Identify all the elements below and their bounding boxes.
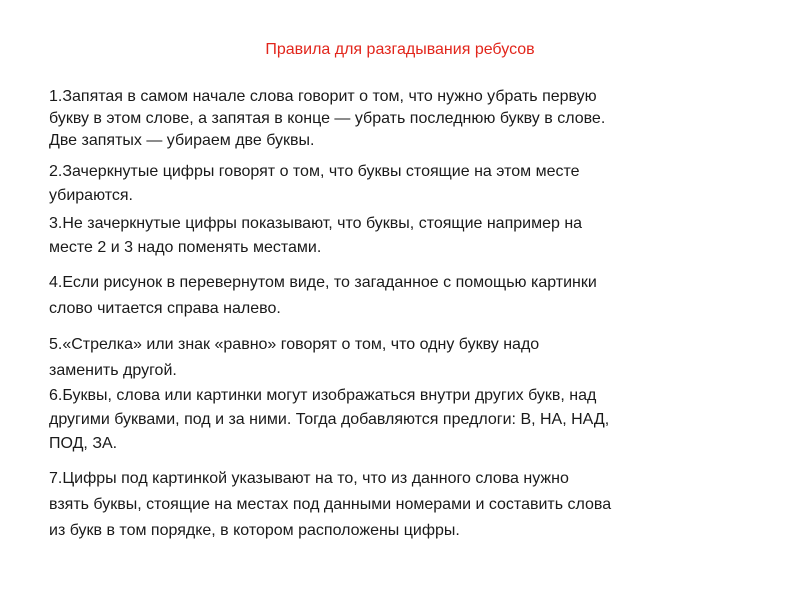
rule-7: 7.Цифры под картинкой указывают на то, что из данного слова нужно взять буквы, стоящие на местах под данными номерами и составить слова из букв в том порядке, в котором расположены цифры.: [49, 470, 612, 539]
rule-4: 4.Если рисунок в перевернутом виде, то загаданное с помощью картинки слово читается справа налево.: [49, 274, 597, 317]
rule-1: 1.Запятая в самом начале слова говорит о том, что нужно убрать первую букву в этом слове, а запятая в конце — убрать последнюю букву в слове. Две запятых — убираем две буквы.: [49, 88, 606, 149]
rule-6: 6.Буквы, слова или картинки могут изображаться внутри других букв, над другими буквами, под и за ними. Тогда добавляются предлоги: В, НА, НАД, ПОД, ЗА.: [49, 387, 610, 452]
page-title: Правила для разгадывания ребусов: [265, 41, 535, 58]
rule-2: 2.Зачеркнутые цифры говорят о том, что буквы стоящие на этом месте убираются.: [49, 163, 580, 204]
rule-3: 3.Не зачеркнутые цифры показывают, что буквы, стоящие например на месте 2 и 3 надо поменять местами.: [49, 215, 583, 256]
rule-5: 5.«Стрелка» или знак «равно» говорят о том, что одну букву надо заменить другой.: [49, 336, 540, 379]
